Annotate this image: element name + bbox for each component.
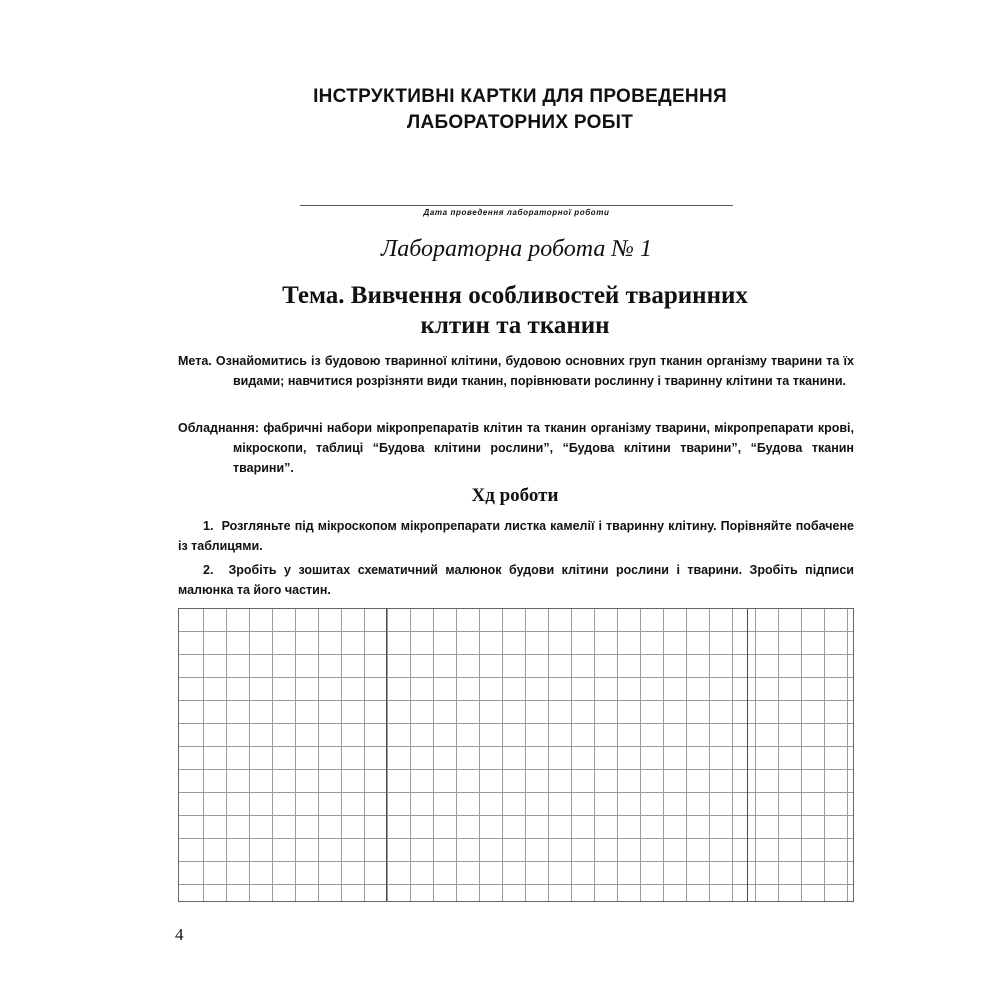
- step-2: [178, 560, 854, 600]
- step-2-text: Зробіть у зошитах схематичний малюнок будови клітини рослини і тварини. Зробіть підписи малюнка та його частин.: [178, 563, 854, 597]
- goal-text: Ознайомитись із будовою тваринної клітини, будовою основних груп тканин організму тварини та їх видами; навчитися розрізняти види тканин, порівнювати рослинну і тваринну клітини та тканини.: [215, 354, 854, 388]
- equipment-label: Обладнання:: [178, 421, 260, 435]
- step-1-number: 1.: [203, 519, 214, 533]
- drawing-grid[interactable]: [178, 608, 854, 902]
- step-1-text: Розгляньте під мікроскопом мікропрепарати листка камелії і тваринну клітину. Порівняйте побачене із таблицями.: [178, 519, 854, 553]
- date-fill-line[interactable]: [300, 205, 733, 206]
- lab-topic: [0, 281, 1000, 341]
- title-line-1: ІНСТРУКТИВНІ КАРТКИ ДЛЯ ПРОВЕДЕННЯ: [313, 86, 727, 107]
- equipment-paragraph: [178, 418, 854, 478]
- title-line-2: ЛАБОРАТОРНИХ РОБІТ: [406, 112, 634, 133]
- lab-title: Лабораторна робота № 1: [381, 236, 652, 262]
- topic-line-1: Тема. Вивчення особливостей тваринних: [282, 282, 748, 309]
- grid-guide-line: [386, 609, 387, 901]
- equipment-text: фабричні набори мікропрепаратів клітин та тканин організму тварини, мікропрепарати крові, мікроскопи, таблиці “Будова клітини рослини”, “Будова клітини тварини”, “Будова тканин тварини”.: [233, 421, 854, 475]
- page-title: [0, 84, 1000, 136]
- goal-label: Мета.: [178, 354, 212, 368]
- page-number: 4: [175, 925, 184, 944]
- goal-paragraph: [178, 351, 854, 391]
- step-1: [178, 516, 854, 556]
- step-2-number: 2.: [203, 563, 214, 577]
- procedure-heading: Хд роботи: [471, 485, 559, 506]
- topic-line-2: клтин та тканин: [420, 312, 610, 339]
- date-caption: Дата проведення лабораторної роботи: [423, 208, 610, 217]
- grid-guide-line: [747, 609, 748, 901]
